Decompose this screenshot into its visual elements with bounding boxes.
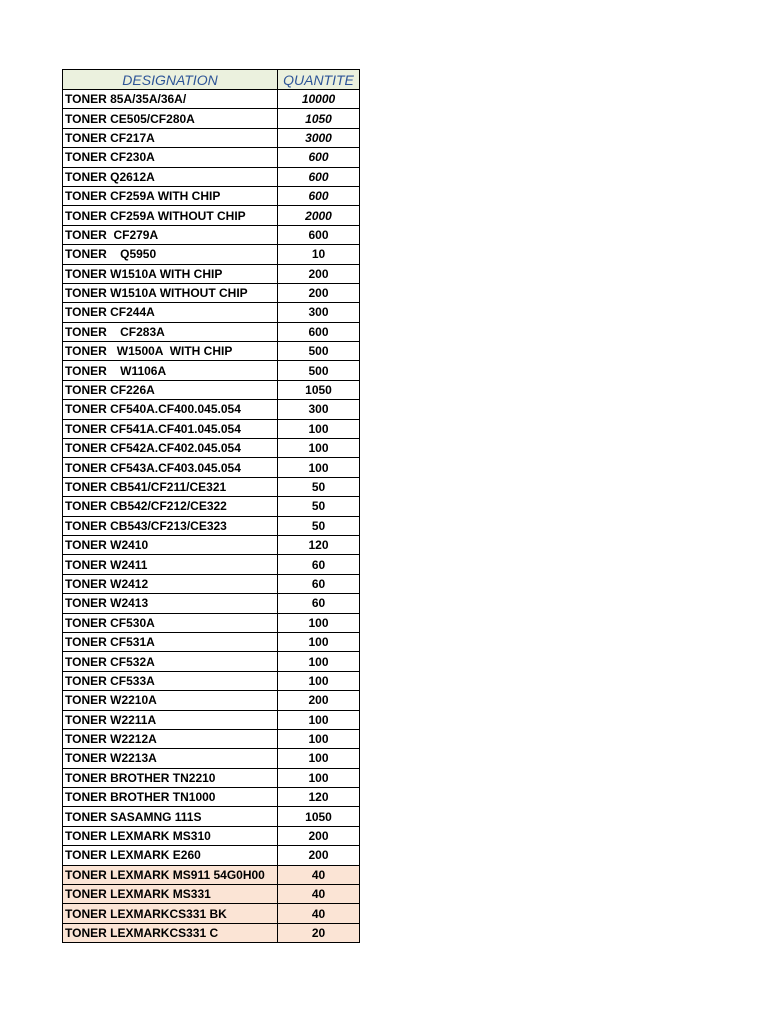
table-row bbox=[63, 90, 360, 109]
table-row bbox=[63, 710, 360, 729]
table-row bbox=[63, 632, 360, 651]
designation-cell[interactable]: TONER LEXMARKCS331 BK bbox=[63, 904, 278, 923]
designation-cell[interactable]: TONER W2210A bbox=[63, 691, 278, 710]
quantite-cell[interactable]: 500 bbox=[278, 361, 360, 380]
table-row bbox=[63, 846, 360, 865]
table-body bbox=[63, 90, 360, 943]
designation-cell[interactable]: TONER CF543A.CF403.045.054 bbox=[63, 458, 278, 477]
quantite-cell[interactable]: 120 bbox=[278, 788, 360, 807]
table-row bbox=[63, 283, 360, 302]
quantite-cell[interactable]: 100 bbox=[278, 458, 360, 477]
quantite-cell[interactable]: 3000 bbox=[278, 128, 360, 147]
designation-cell[interactable]: TONER LEXMARK MS331 bbox=[63, 885, 278, 904]
designation-cell[interactable]: TONER CF533A bbox=[63, 671, 278, 690]
table-row bbox=[63, 691, 360, 710]
designation-cell[interactable]: TONER LEXMARK E260 bbox=[63, 846, 278, 865]
table-row bbox=[63, 768, 360, 787]
table-row bbox=[63, 671, 360, 690]
designation-cell[interactable]: TONER W1510A WITH CHIP bbox=[63, 264, 278, 283]
designation-cell[interactable]: TONER LEXMARK MS911 54G0H00 bbox=[63, 865, 278, 884]
quantite-cell[interactable]: 1050 bbox=[278, 807, 360, 826]
table-row bbox=[63, 788, 360, 807]
designation-cell[interactable]: TONER CF230A bbox=[63, 148, 278, 167]
table-row bbox=[63, 148, 360, 167]
header-row bbox=[63, 70, 360, 90]
table-row bbox=[63, 749, 360, 768]
table-row bbox=[63, 167, 360, 186]
table-row bbox=[63, 555, 360, 574]
quantite-cell[interactable]: 50 bbox=[278, 477, 360, 496]
designation-cell[interactable]: TONER Q5950 bbox=[63, 245, 278, 264]
table-row bbox=[63, 885, 360, 904]
designation-cell[interactable]: TONER CF283A bbox=[63, 322, 278, 341]
designation-cell[interactable]: TONER Q2612A bbox=[63, 167, 278, 186]
quantite-cell[interactable]: 40 bbox=[278, 885, 360, 904]
quantite-cell[interactable]: 100 bbox=[278, 768, 360, 787]
table-row bbox=[63, 865, 360, 884]
table-row bbox=[63, 303, 360, 322]
table-row bbox=[63, 419, 360, 438]
designation-header[interactable]: DESIGNATION bbox=[63, 70, 278, 90]
designation-cell[interactable]: TONER LEXMARK MS310 bbox=[63, 826, 278, 845]
quantite-cell[interactable]: 500 bbox=[278, 342, 360, 361]
designation-cell[interactable]: TONER CF259A WITHOUT CHIP bbox=[63, 206, 278, 225]
quantite-cell[interactable]: 60 bbox=[278, 574, 360, 593]
quantite-cell[interactable]: 200 bbox=[278, 846, 360, 865]
quantite-cell[interactable]: 100 bbox=[278, 729, 360, 748]
designation-cell[interactable]: TONER W2213A bbox=[63, 749, 278, 768]
quantite-cell[interactable]: 100 bbox=[278, 749, 360, 768]
quantite-header[interactable]: QUANTITE bbox=[278, 70, 360, 90]
designation-cell[interactable]: TONER CB541/CF211/CE321 bbox=[63, 477, 278, 496]
table-row bbox=[63, 923, 360, 942]
table-row bbox=[63, 652, 360, 671]
designation-cell[interactable]: TONER 85A/35A/36A/ bbox=[63, 90, 278, 109]
table-row bbox=[63, 516, 360, 535]
quantite-cell[interactable]: 120 bbox=[278, 535, 360, 554]
quantite-cell[interactable]: 300 bbox=[278, 303, 360, 322]
designation-cell[interactable]: TONER W2413 bbox=[63, 594, 278, 613]
quantite-cell[interactable]: 300 bbox=[278, 400, 360, 419]
table-row bbox=[63, 264, 360, 283]
designation-cell[interactable]: TONER CF244A bbox=[63, 303, 278, 322]
designation-cell[interactable]: TONER CF542A.CF402.045.054 bbox=[63, 439, 278, 458]
designation-cell[interactable]: TONER CF541A.CF401.045.054 bbox=[63, 419, 278, 438]
quantite-cell[interactable]: 100 bbox=[278, 419, 360, 438]
designation-cell[interactable]: TONER CE505/CF280A bbox=[63, 109, 278, 128]
quantite-cell[interactable]: 10 bbox=[278, 245, 360, 264]
quantite-cell[interactable]: 100 bbox=[278, 671, 360, 690]
quantite-cell[interactable]: 200 bbox=[278, 691, 360, 710]
designation-cell[interactable]: TONER CF279A bbox=[63, 225, 278, 244]
table-row bbox=[63, 206, 360, 225]
quantite-cell[interactable]: 200 bbox=[278, 283, 360, 302]
designation-cell[interactable]: TONER W2211A bbox=[63, 710, 278, 729]
table-row bbox=[63, 807, 360, 826]
designation-cell[interactable]: TONER CF540A.CF400.045.054 bbox=[63, 400, 278, 419]
quantite-cell[interactable]: 40 bbox=[278, 865, 360, 884]
quantite-cell[interactable]: 600 bbox=[278, 186, 360, 205]
designation-cell[interactable]: TONER SASAMNG 111S bbox=[63, 807, 278, 826]
table-row bbox=[63, 458, 360, 477]
quantite-cell[interactable]: 100 bbox=[278, 710, 360, 729]
designation-cell[interactable]: TONER W2411 bbox=[63, 555, 278, 574]
table-row bbox=[63, 400, 360, 419]
table-row bbox=[63, 729, 360, 748]
table-row bbox=[63, 497, 360, 516]
designation-cell[interactable]: TONER CF217A bbox=[63, 128, 278, 147]
table-row bbox=[63, 904, 360, 923]
quantite-cell[interactable]: 10000 bbox=[278, 90, 360, 109]
table-header bbox=[63, 70, 360, 90]
designation-cell[interactable]: TONER BROTHER TN1000 bbox=[63, 788, 278, 807]
quantite-cell[interactable]: 2000 bbox=[278, 206, 360, 225]
designation-cell[interactable]: TONER CF532A bbox=[63, 652, 278, 671]
quantite-cell[interactable]: 50 bbox=[278, 516, 360, 535]
quantite-cell[interactable]: 1050 bbox=[278, 380, 360, 399]
quantite-cell[interactable]: 20 bbox=[278, 923, 360, 942]
table-row bbox=[63, 535, 360, 554]
quantite-cell[interactable]: 600 bbox=[278, 322, 360, 341]
designation-cell[interactable]: TONER CB543/CF213/CE323 bbox=[63, 516, 278, 535]
table-row bbox=[63, 342, 360, 361]
table-row bbox=[63, 439, 360, 458]
quantite-cell[interactable]: 1050 bbox=[278, 109, 360, 128]
designation-cell[interactable]: TONER BROTHER TN2210 bbox=[63, 768, 278, 787]
table-row bbox=[63, 380, 360, 399]
table-row bbox=[63, 128, 360, 147]
designation-cell[interactable]: TONER W2410 bbox=[63, 535, 278, 554]
table-row bbox=[63, 574, 360, 593]
quantite-cell[interactable]: 100 bbox=[278, 632, 360, 651]
designation-cell[interactable]: TONER CB542/CF212/CE322 bbox=[63, 497, 278, 516]
quantite-cell[interactable]: 600 bbox=[278, 148, 360, 167]
quantite-cell[interactable]: 600 bbox=[278, 225, 360, 244]
quantite-cell[interactable]: 200 bbox=[278, 826, 360, 845]
table-row bbox=[63, 826, 360, 845]
quantite-cell[interactable]: 60 bbox=[278, 594, 360, 613]
table-row bbox=[63, 186, 360, 205]
designation-cell[interactable]: TONER W2412 bbox=[63, 574, 278, 593]
quantite-cell[interactable]: 100 bbox=[278, 652, 360, 671]
quantite-cell[interactable]: 60 bbox=[278, 555, 360, 574]
inventory-table bbox=[62, 69, 360, 943]
quantite-cell[interactable]: 600 bbox=[278, 167, 360, 186]
table-row bbox=[63, 109, 360, 128]
quantite-cell[interactable]: 100 bbox=[278, 439, 360, 458]
table-row bbox=[63, 477, 360, 496]
quantite-cell[interactable]: 100 bbox=[278, 613, 360, 632]
designation-cell[interactable]: TONER CF531A bbox=[63, 632, 278, 651]
table-row bbox=[63, 225, 360, 244]
designation-cell[interactable]: TONER LEXMARKCS331 C bbox=[63, 923, 278, 942]
designation-cell[interactable]: TONER W1510A WITHOUT CHIP bbox=[63, 283, 278, 302]
table-row bbox=[63, 361, 360, 380]
table-row bbox=[63, 594, 360, 613]
designation-cell[interactable]: TONER W1106A bbox=[63, 361, 278, 380]
designation-cell[interactable]: TONER CF259A WITH CHIP bbox=[63, 186, 278, 205]
designation-cell[interactable]: TONER CF226A bbox=[63, 380, 278, 399]
designation-cell[interactable]: TONER W1500A WITH CHIP bbox=[63, 342, 278, 361]
table-row bbox=[63, 613, 360, 632]
designation-cell[interactable]: TONER CF530A bbox=[63, 613, 278, 632]
quantite-cell[interactable]: 200 bbox=[278, 264, 360, 283]
quantite-cell[interactable]: 50 bbox=[278, 497, 360, 516]
designation-cell[interactable]: TONER W2212A bbox=[63, 729, 278, 748]
quantite-cell[interactable]: 40 bbox=[278, 904, 360, 923]
table-row bbox=[63, 322, 360, 341]
table-row bbox=[63, 245, 360, 264]
